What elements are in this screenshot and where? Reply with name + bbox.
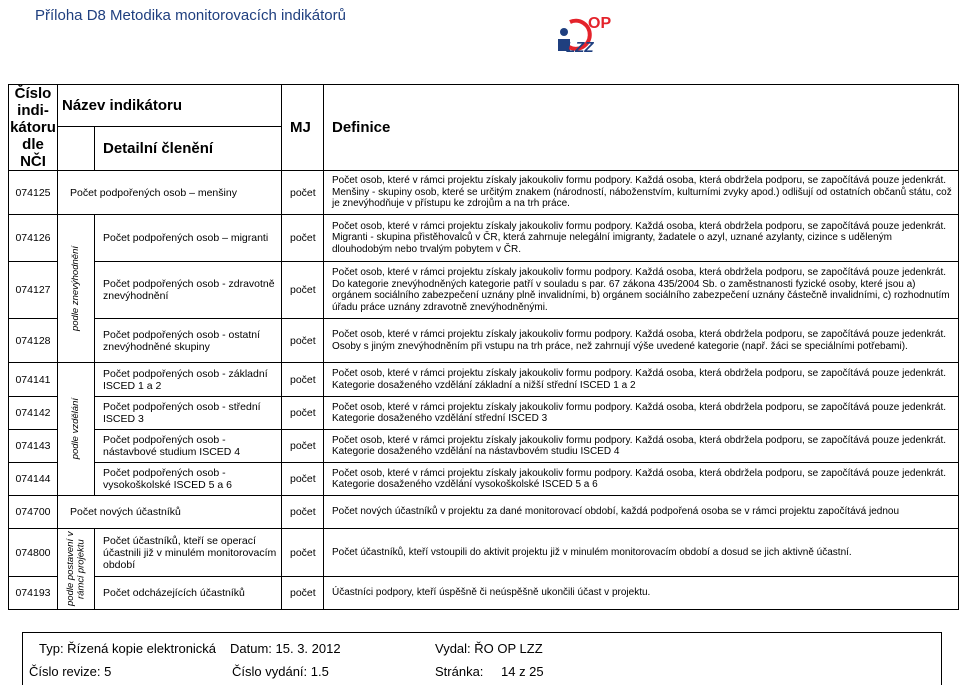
indicator-name: Počet podpořených osob – menšiny (58, 171, 282, 215)
logo-text-top: OP (588, 15, 612, 32)
group-label-position: podle postavení v rámci projektu (64, 531, 86, 607)
indicator-definition: Účastníci podpory, kteří úspěšně či neúspěšně ukončili účast v projektu. (324, 577, 959, 610)
footer-type: Typ: Řízená kopie elektronická (39, 641, 217, 656)
indicator-table (8, 84, 959, 610)
group-label-cell (58, 215, 95, 363)
indicator-unit: počet (282, 577, 324, 610)
header-name: Název indikátoru (58, 85, 282, 127)
indicator-code: 074144 (9, 463, 58, 496)
table-row (9, 430, 959, 463)
indicator-code: 074126 (9, 215, 58, 262)
indicator-code: 074127 (9, 262, 58, 319)
footer-revision: Číslo revize: 5 (29, 664, 112, 679)
footer-issued: Vydal: ŘO OP LZZ (435, 641, 543, 656)
indicator-name: Počet účastníků, kteří se operací účastnili již v minulém monitorovacím období (95, 529, 282, 577)
table-row (9, 397, 959, 430)
indicator-definition: Počet osob, které v rámci projektu získaly jakoukoliv formu podpory. Každá osoba, která obdržela podporu, se započítává pouze jedenkrát. Kategorie dosaženého vzdělání základní a nižší střední ISCED 1 a 2 (324, 363, 959, 397)
indicator-name: Počet podpořených osob - ostatní znevýhodněné skupiny (95, 319, 282, 363)
indicator-definition: Počet osob, které v rámci projektu získaly jakoukoliv formu podpory. Každá osoba, která obdržela podporu, se započítává pouze jedenkrát. Kategorie dosaženého vzdělání na nástavbovém studiu ISCED 4 (324, 430, 959, 463)
group-label-cell (58, 363, 95, 496)
indicator-code: 074125 (9, 171, 58, 215)
footer-edition: Číslo vydání: 1.5 (232, 664, 329, 679)
table-row (9, 363, 959, 397)
indicator-name: Počet podpořených osob - střední ISCED 3 (95, 397, 282, 430)
footer-page-value: 14 z 25 (501, 664, 544, 679)
indicator-code: 074143 (9, 430, 58, 463)
indicator-definition: Počet účastníků, kteří vstoupili do aktivit projektu již v minulém monitorovacím období a dosud se jich aktivně účastní. (324, 529, 959, 577)
document-title: Příloha D8 Metodika monitorovacích indikátorů (35, 7, 346, 24)
indicator-name: Počet podpořených osob - vysokoškolské ISCED 5 a 6 (95, 463, 282, 496)
table-row (9, 319, 959, 363)
table-row (9, 262, 959, 319)
indicator-unit: počet (282, 319, 324, 363)
header-detail: Detailní členění (95, 126, 282, 170)
header-mj: MJ (282, 85, 324, 171)
document-footer (22, 632, 942, 685)
indicator-unit: počet (282, 430, 324, 463)
table-row (9, 496, 959, 529)
indicator-unit: počet (282, 496, 324, 529)
indicator-name: Počet podpořených osob – migranti (95, 215, 282, 262)
header-spacer (58, 126, 95, 170)
indicator-code: 074142 (9, 397, 58, 430)
indicator-name: Počet podpořených osob - základní ISCED 1 a 2 (95, 363, 282, 397)
header-code: Číslo indi-kátoru dle NČI (10, 85, 56, 170)
indicator-unit: počet (282, 262, 324, 319)
indicator-name: Počet podpořených osob - nástavbové studium ISCED 4 (95, 430, 282, 463)
indicator-name: Počet odcházejících účastníků (95, 577, 282, 610)
table-row (9, 577, 959, 610)
table-row (9, 529, 959, 577)
header-definition: Definice (324, 85, 959, 171)
table-row (9, 463, 959, 496)
logo-text-bottom: LZZ (566, 39, 594, 56)
table-row (9, 215, 959, 262)
indicator-definition: Počet osob, které v rámci projektu získaly jakoukoliv formu podpory. Každá osoba, která obdržela podporu, se započítává pouze jedenkrát. Menšiny - skupiny osob, které se určitým znakem (národností, náboženstvím, kulturními zvyky apod.) odlišují od ostatních občanů státu, což je znevýhodňuje v přístupu ke zdrojům a na trh práce. (324, 171, 959, 215)
indicator-code: 074193 (9, 577, 58, 610)
indicator-unit: počet (282, 463, 324, 496)
indicator-definition: Počet osob, které v rámci projektu získaly jakoukoliv formu podpory. Každá osoba, která obdržela podporu, se započítává pouze jedenkrát. Kategorie dosaženého vzdělání vysokoškolské ISCED 5 a 6 (324, 463, 959, 496)
indicator-name: Počet podpořených osob - zdravotně znevýhodnění (95, 262, 282, 319)
indicator-unit: počet (282, 529, 324, 577)
indicator-unit: počet (282, 363, 324, 397)
op-lzz-logo (528, 8, 628, 56)
indicator-definition: Počet osob, které v rámci projektu získaly jakoukoliv formu podpory. Každá osoba, která obdržela podporu, se započítává pouze jedenkrát. Migranti - skupina přistěhovalců v ČR, která zahrnuje nelegální imigranty, žadatele o azyl, uznané azylanty, cizince s uděleným dlouhodobým nebo trvalým pobytem v ČR. (324, 215, 959, 262)
indicator-code: 074128 (9, 319, 58, 363)
indicator-definition: Počet osob, které v rámci projektu získaly jakoukoliv formu podpory. Každá osoba, která obdržela podporu, se započítává pouze jedenkrát. Do kategorie znevýhodněných kategorie patří v souladu s par. 67 zákona 435/2004 Sb. o zaměstnanosti fyzické osoby, které jsou a) orgánem sociálního zabezpečení uznány plně invalidními, b) orgánem sociálního zabezpečení uznány částečně invalidními, c) rozhodnutím úřadu práce uznány zdravotně znevýhodněnými. (324, 262, 959, 319)
group-label-disadvantage: podle znevýhodnění (69, 245, 81, 332)
indicator-code: 074141 (9, 363, 58, 397)
footer-page-label: Stránka: (435, 664, 484, 679)
group-label-cell (58, 529, 95, 610)
indicator-code: 074800 (9, 529, 58, 577)
indicator-definition: Počet osob, které v rámci projektu získaly jakoukoliv formu podpory. Každá osoba, která obdržela podporu, se započítává pouze jedenkrát. Osoby s jiným znevýhodněním při vstupu na trh práce, než zahrnují výše uvedené kategorie (např. žáci se speciálními potřebami). (324, 319, 959, 363)
indicator-name: Počet nových účastníků (58, 496, 282, 529)
table-row (9, 171, 959, 215)
indicator-unit: počet (282, 215, 324, 262)
indicator-unit: počet (282, 397, 324, 430)
footer-date: Datum: 15. 3. 2012 (230, 641, 341, 656)
indicator-code: 074700 (9, 496, 58, 529)
indicator-definition: Počet osob, které v rámci projektu získaly jakoukoliv formu podpory. Každá osoba, která obdržela podporu, se započítává pouze jedenkrát. Kategorie dosaženého vzdělání střední ISCED 3 (324, 397, 959, 430)
indicator-definition: Počet nových účastníků v projektu za dané monitorovací období, každá podpořená osoba se v rámci projektu započítává jednou (324, 496, 959, 529)
group-label-education: podle vzdělání (69, 398, 81, 460)
indicator-unit: počet (282, 171, 324, 215)
